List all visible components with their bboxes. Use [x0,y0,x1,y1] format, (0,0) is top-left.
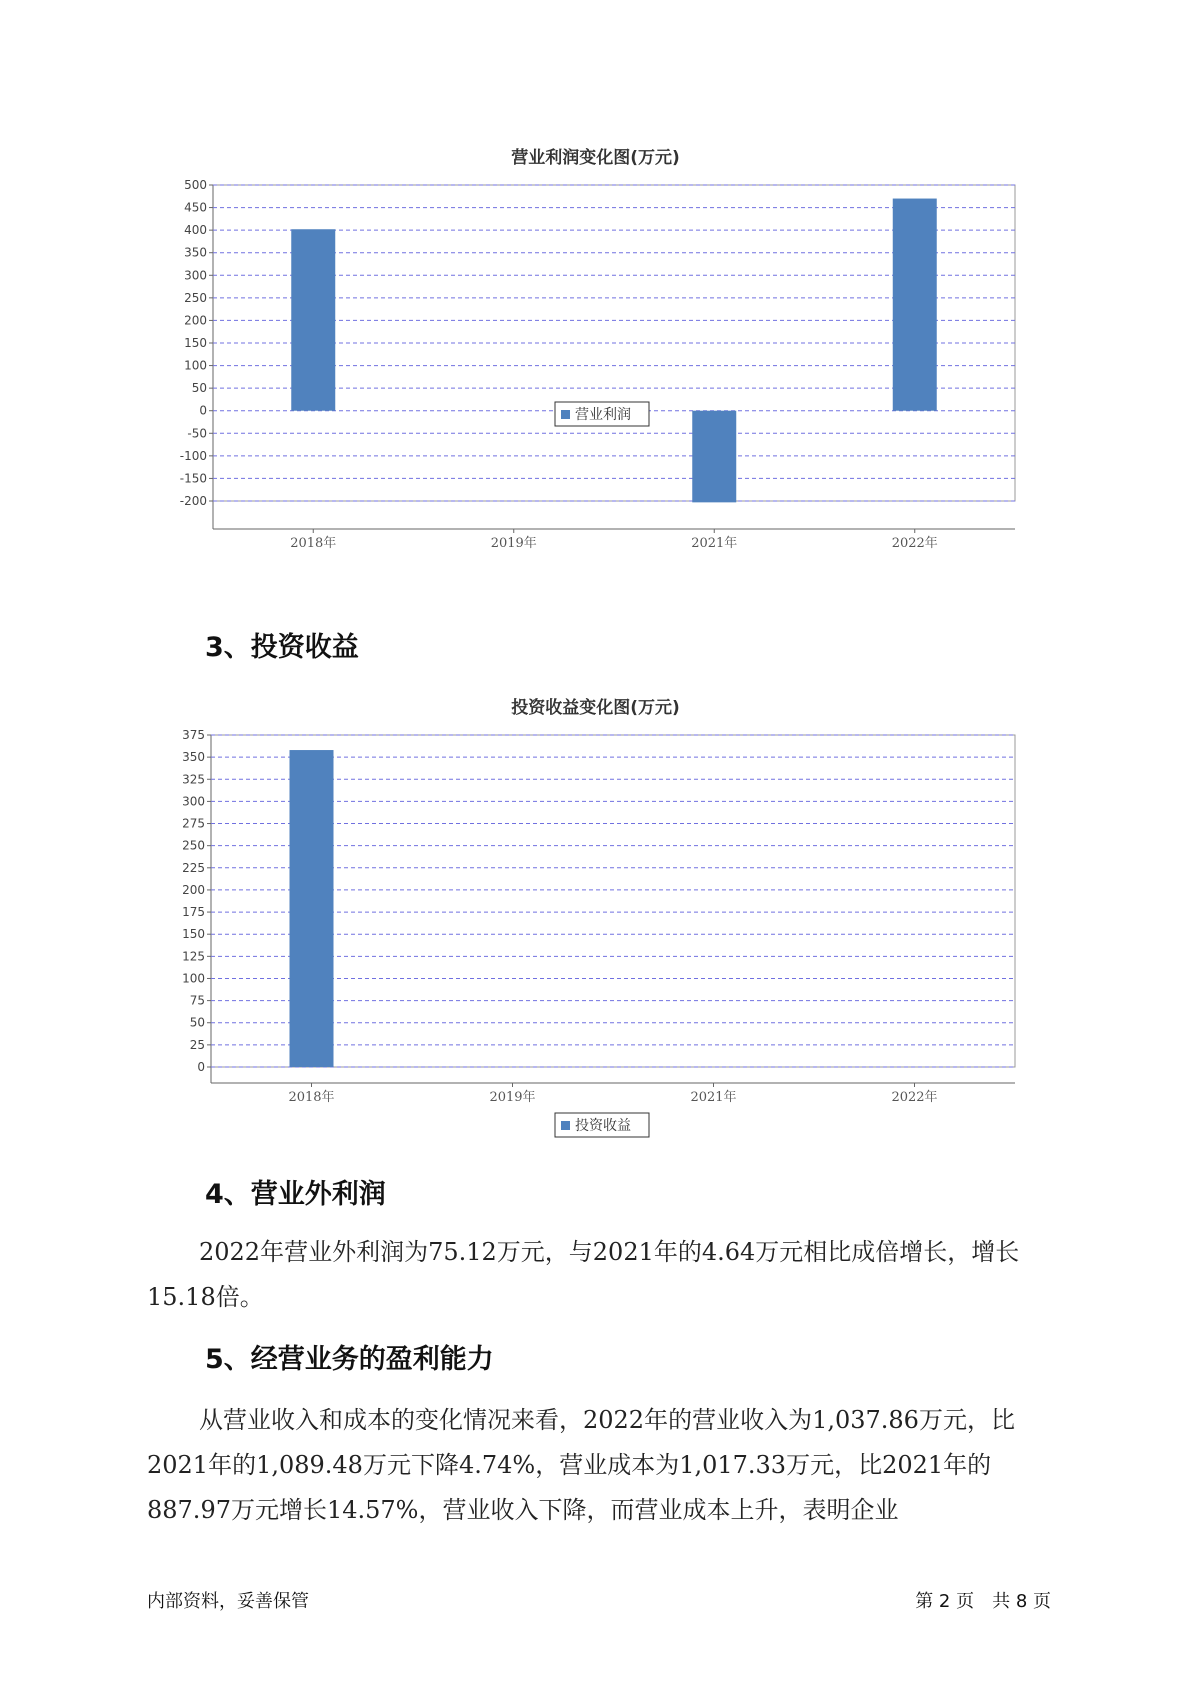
section-5-paragraph: 从营业收入和成本的变化情况来看，2022年的营业收入为1,037.86万元，比2021年的1,089.48万元下降4.74%，营业成本为1,017.33万元，比2021年的887.97万元增长14.57%，营业收入下降，而营业成本上升，表明企业 [147,1406,1015,1524]
y-tick-label: 100 [182,971,205,986]
x-tick-label: 2022年 [891,536,938,551]
legend-swatch [561,410,570,419]
y-tick-label: 400 [184,223,207,238]
x-tick-label: 2021年 [691,536,738,551]
bar-2018年 [291,229,335,410]
y-tick-label: 450 [184,200,207,215]
legend-label: 投资收益 [575,1118,631,1134]
y-tick-label: 125 [182,949,205,964]
y-tick-label: 325 [182,772,205,787]
x-tick-label: 2019年 [490,536,537,551]
bar-2018年 [290,750,334,1067]
legend-swatch [561,1121,570,1130]
legend [555,1113,649,1137]
y-tick-label: 175 [182,905,205,920]
y-tick-label: 250 [182,838,205,853]
y-tick-label: 0 [199,403,207,418]
y-tick-label: 25 [189,1037,205,1052]
footer-page-number: 第 2 页 共 8 页 [915,1591,1051,1612]
legend-label: 营业利润 [575,407,631,423]
section-4-paragraph: 2022年营业外利润为75.12万元，与2021年的4.64万元相比成倍增长，增长15.18倍。 [147,1238,1020,1311]
y-tick-label: -200 [179,494,207,508]
y-tick-label: 275 [182,816,205,831]
section-3-heading: 3、投资收益 [205,632,359,663]
footer-confidential: 内部资料，妥善保管 [147,1591,309,1612]
y-tick-label: 350 [184,245,207,260]
chart-1-title: 营业利润变化图(万元) [511,148,680,168]
y-tick-label: 200 [182,882,205,897]
operating-profit-chart [0,160,1191,555]
y-tick-label: -100 [179,448,207,463]
y-tick-label: 250 [184,290,207,305]
y-tick-label: 225 [182,860,205,875]
chart-2-title: 投资收益变化图(万元) [511,698,680,718]
y-tick-label: 350 [182,750,205,765]
y-tick-label: 300 [182,794,205,809]
bar-2022年 [893,199,937,411]
y-tick-label: 375 [182,728,205,742]
x-tick-label: 2021年 [690,1090,737,1105]
y-tick-label: 100 [184,358,207,373]
x-tick-label: 2018年 [290,536,337,551]
y-tick-label: 500 [184,178,207,192]
y-tick-label: 50 [191,381,207,396]
x-tick-label: 2022年 [891,1090,938,1105]
investment-income-chart [0,710,1191,1134]
y-tick-label: 75 [189,993,205,1008]
y-tick-label: 150 [184,336,207,350]
y-tick-label: 0 [197,1060,205,1074]
y-tick-label: 300 [184,268,207,283]
legend [555,402,649,426]
y-tick-label: 150 [182,927,205,942]
section-5-heading: 5、经营业务的盈利能力 [205,1344,494,1375]
y-tick-label: -50 [187,426,207,441]
y-tick-label: 200 [184,313,207,328]
y-tick-label: 50 [189,1015,205,1030]
bar-2021年 [692,411,736,503]
section-4-heading: 4、营业外利润 [205,1179,386,1210]
x-tick-label: 2018年 [288,1090,335,1105]
y-tick-label: -150 [179,471,207,486]
x-tick-label: 2019年 [489,1090,536,1105]
